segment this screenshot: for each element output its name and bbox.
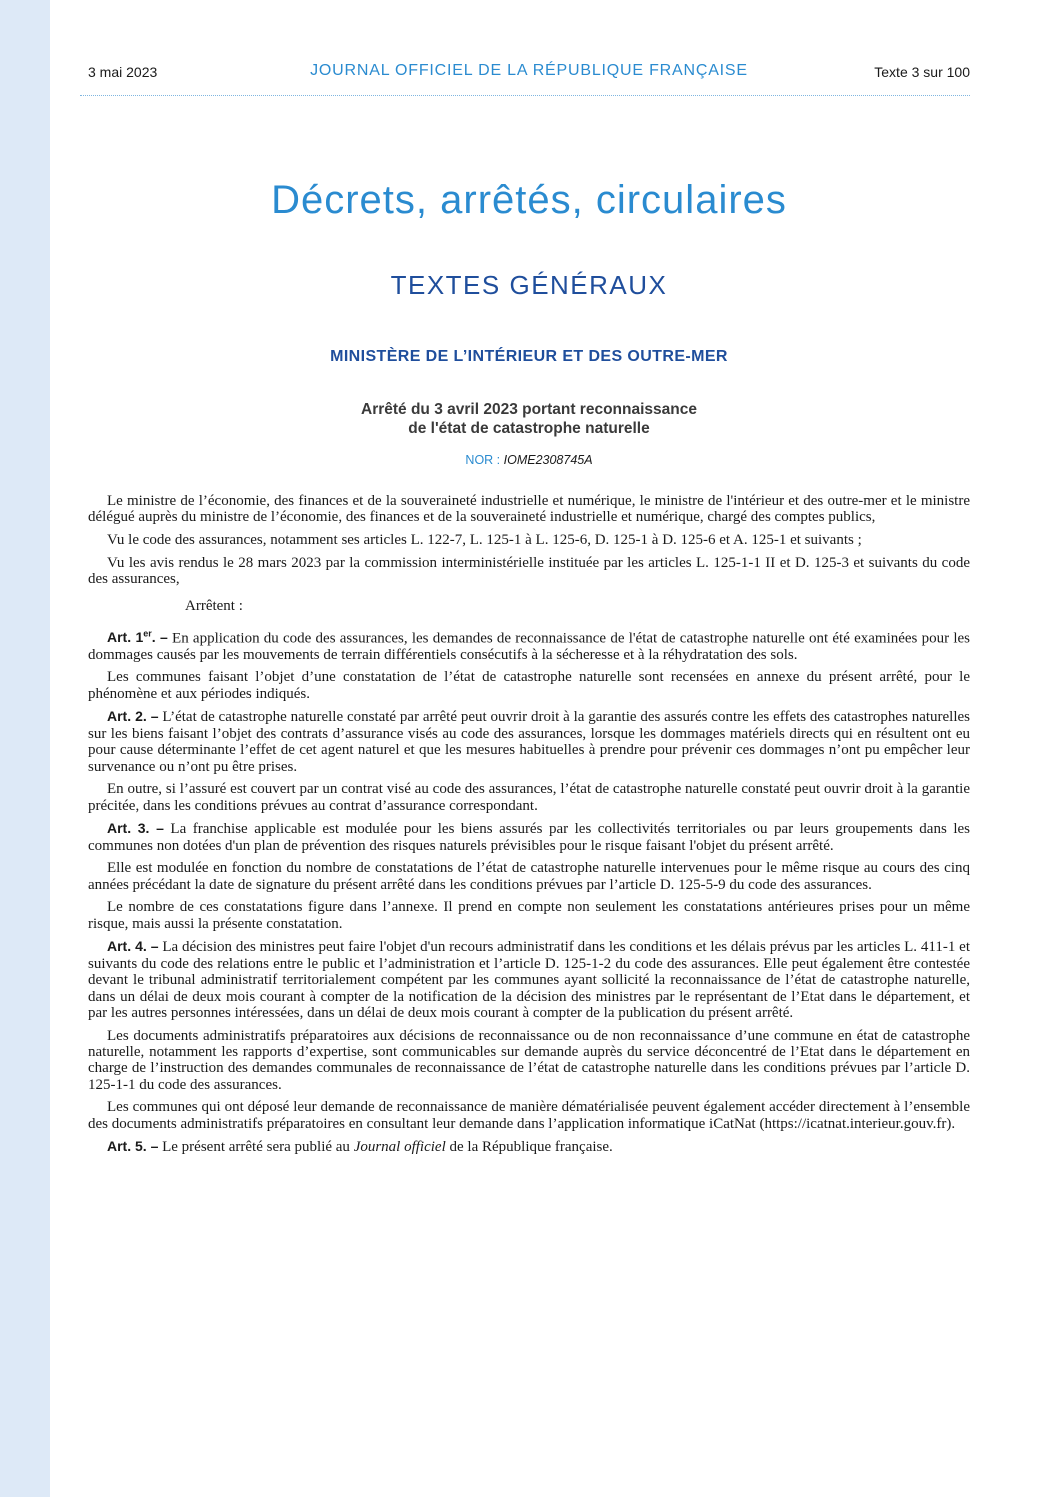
preamble-paragraph: Le ministre de l’économie, des finances et de la souveraineté industrielle et numérique, le ministre de l'intérieur et des outre-mer et le ministre délégué auprès du ministre de l’économie, des finances et de la souveraineté industrielle et numérique, chargé des comptes publics, — [88, 493, 970, 526]
article-3-label: Art. 3. – — [107, 820, 164, 837]
header-journal-name: JOURNAL OFFICIEL DE LA RÉPUBLIQUE FRANÇAISE — [310, 62, 748, 79]
ministry-heading: MINISTÈRE DE L’INTÉRIEUR ET DES OUTRE-MER — [330, 348, 728, 365]
nor-reference — [50, 453, 1008, 467]
article-1-label: Art. 1er. – — [107, 628, 168, 646]
article-5-text-before: Le présent arrêté sera publié au — [158, 1139, 354, 1156]
document-body — [88, 493, 970, 1162]
subsection-title: TEXTES GÉNÉRAUX — [390, 270, 668, 300]
article-1-paragraph-2: Les communes faisant l’objet d’une constatation de l’état de catastrophe naturelle sont recensées en annexe du présent arrêté, pour le phénomène et aux périodes indiqués. — [88, 669, 970, 702]
article-4-paragraph-3: Les communes qui ont déposé leur demande de reconnaissance de manière dématérialisée peuvent également accéder directement à l’ensemble des documents administratifs préparatoires en consultant leur demande dans l’application informatique iCatNat (https://icatnat.interieur.gouv.fr). — [88, 1099, 970, 1132]
header-text-number: Texte 3 sur 100 — [874, 64, 970, 80]
article-1-paragraph-1 — [88, 626, 970, 663]
arrete-title-line-2: de l'état de catastrophe naturelle — [408, 420, 650, 437]
article-4-label: Art. 4. – — [107, 938, 159, 955]
article-3-paragraph-3: Le nombre de ces constatations figure dans l’annexe. Il prend en compte non seulement les constatations antérieures prises pour un même risque, mais aussi la présente constatation. — [88, 899, 970, 932]
article-2-paragraph-2: En outre, si l’assuré est couvert par un contrat visé au code des assurances, l’état de catastrophe naturelle constaté peut ouvrir droit à la garantie précitée, dans les conditions prévues au contrat d’assurance correspondant. — [88, 781, 970, 814]
journal-officiel-reference: Journal officiel — [353, 1139, 446, 1156]
arrete-title — [50, 400, 1008, 438]
header-divider — [80, 95, 970, 96]
header-date: 3 mai 2023 — [88, 64, 158, 80]
arrete-title-line-1: Arrêté du 3 avril 2023 portant reconnaissance — [361, 401, 697, 418]
article-4-paragraph-2: Les documents administratifs préparatoires aux décisions de reconnaissance ou de non reconnaissance d’une commune en état de catastrophe naturelle, notamment les rapports d’expertise, sont communicables sur demande auprès du service déconcentré de l’Etat dans le département en charge de l’instruction des demandes communales de reconnaissance de l’état de catastrophe naturelle dans les conditions prévues par l’article D. 125-1-1 du code des assurances. — [88, 1027, 970, 1093]
left-margin-band — [0, 0, 50, 1497]
article-2-label: Art. 2. – — [107, 708, 159, 725]
article-2-text: L’état de catastrophe naturelle constaté par arrêté peut ouvrir droit à la garantie des assurés contre les effets des catastrophes naturelles sur les biens faisant l’objet des contrats d’assurance visés au code des assurances, lorsque les dommages matériels directs qui en résultent ont eu pour cause déterminante l’effet de cet agent naturel et que les mesures habituelles à prendre pour prévenir ces dommages n’ont pu empêcher leur survenance ou n’ont pu être prises. — [88, 709, 970, 775]
nor-label: NOR : — [465, 453, 504, 467]
article-5-label: Art. 5. – — [107, 1138, 159, 1155]
article-5-text-after: de la République française. — [445, 1139, 613, 1156]
article-3-text: La franchise applicable est modulée pour les biens assurés par les collectivités territoriales ou par leurs groupements dans les communes non dotées d'un plan de prévention des risques naturels prévisibles pour le risque faisant l'objet du présent arrêté. — [88, 821, 970, 854]
article-1-text: En application du code des assurances, les demandes de reconnaissance de l'état de catastrophe naturelle ont été examinées pour les dommages causés par les mouvements de terrain différentiels consécutifs à la sécheresse et à la réhydratation des sols. — [88, 630, 970, 663]
article-3-paragraph-1 — [88, 820, 970, 854]
article-5-paragraph — [88, 1138, 970, 1155]
article-3-paragraph-2: Elle est modulée en fonction du nombre de constatations de l’état de catastrophe naturelle intervenues pour le même risque au cours des cinq années précédant la date de signature du présent arrêté dans les conditions prévues par l’article D. 125-5-9 du code des assurances. — [88, 860, 970, 893]
preamble-paragraph: Vu les avis rendus le 28 mars 2023 par la commission interministérielle instituée par les articles L. 125-1-1 II et D. 125-3 et suivants du code des assurances, — [88, 554, 970, 587]
page-header — [88, 62, 970, 84]
arretent-line: Arrêtent : — [185, 598, 243, 615]
nor-value: IOME2308745A — [503, 453, 593, 467]
article-2-paragraph-1 — [88, 708, 970, 775]
article-4-text: La décision des ministres peut faire l'objet d'un recours administratif dans les conditions et les délais prévus par les articles L. 411-1 et suivants du code des relations entre le public et l’administration et l’article D. 125-1-2 du code des assurances. Elle peut également être contestée devant le tribunal administratif territorialement compétent par les communes ayant sollicité la reconnaissance de l’état de catastrophe naturelle, dans un délai de deux mois courant à compter de la notification de la décision des ministres par le représentant de l’Etat dans le département, et par les autres personnes intéressées, dans un délai de deux mois courant à compter de la publication du présent arrêté. — [88, 939, 970, 1021]
preamble-paragraph: Vu le code des assurances, notamment ses articles L. 122-7, L. 125-1 à L. 125-6, D. 125-1 à D. 125-6 et A. 125-1 et suivants ; — [107, 532, 862, 548]
top-margin-band — [50, 0, 1058, 48]
article-4-paragraph-1 — [88, 938, 970, 1021]
section-title: Décrets, arrêtés, circulaires — [271, 178, 787, 222]
